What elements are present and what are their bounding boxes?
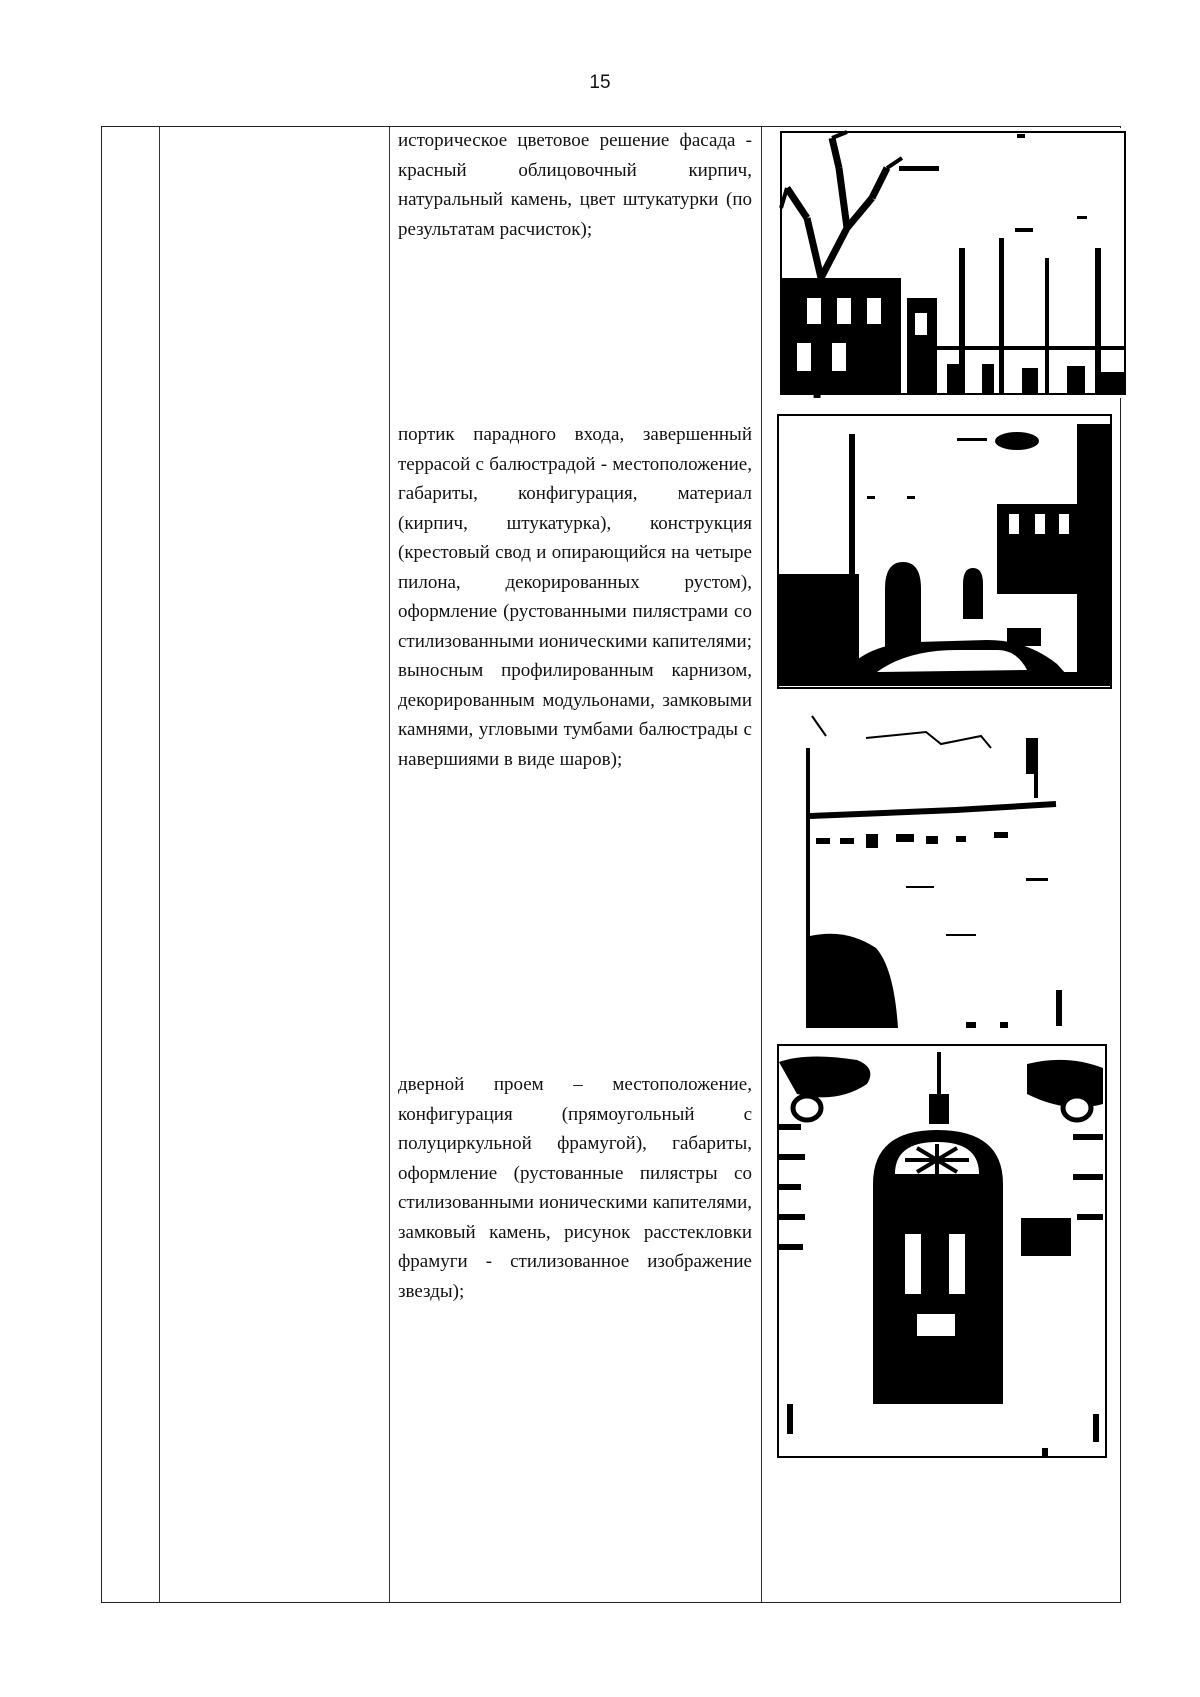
description-portico: портик парадного входа, завершенный террасой с балюстрадой - местоположение, габариты, конфигурация, материал (кирпич, штукатурка), конструкция (крестовый свод и опирающийся на четыре пилона, декорированных рустом), оформление (рустованными пилястрами со стилизованными ионическими капителями; выносным профилированным карнизом, декорированным модульонами, замковыми камнями, угловыми тумбами балюстрады с навершиями в виде шаров); [398, 424, 752, 770]
facade-photo [777, 128, 1129, 398]
terrace-photo [806, 708, 1084, 1028]
portico-photo [777, 414, 1112, 689]
column-divider [761, 127, 762, 1602]
description-facade-color: историческое цветовое решение фасада - красный облицовочный кирпич, натуральный камень, цвет штукатурки (по результатам расчисток); [398, 130, 752, 240]
page-number: 15 [589, 72, 611, 93]
column-divider [159, 127, 160, 1602]
description-door-opening: дверной проем – местоположение, конфигурация (прямоугольный с полуциркульной фрамугой), габариты, оформление (рустованные пилястры со стилизованными ионическими капителями, замковый камень, рисунок расстекловки фрамуги - стилизованное изображение звезды); [398, 1074, 752, 1302]
column-divider [389, 127, 390, 1602]
door-photo [777, 1044, 1107, 1458]
